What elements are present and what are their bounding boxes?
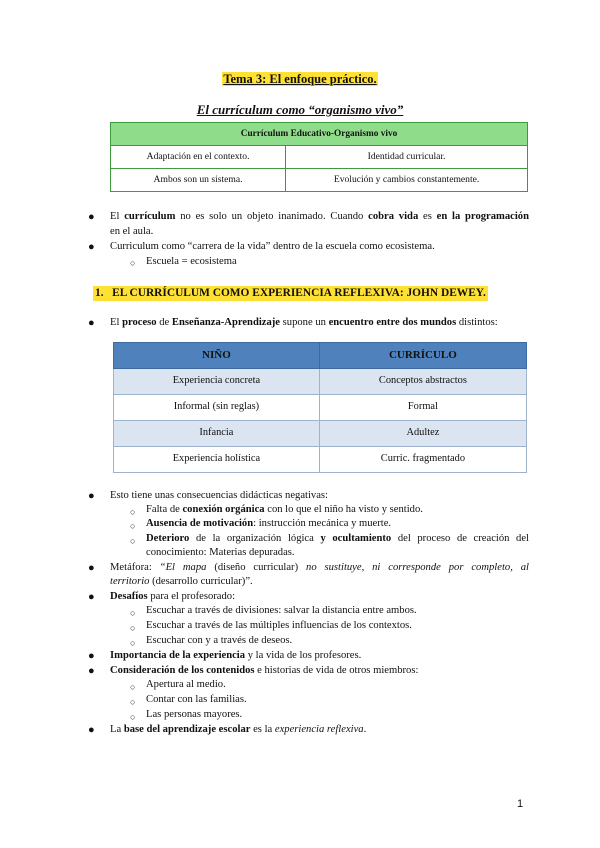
table-row bbox=[114, 395, 527, 421]
table-cell: Identidad curricular. bbox=[286, 146, 528, 169]
consequence-item-line2: conocimiento: Materias depuradas. bbox=[146, 547, 295, 558]
intro-bullet-1: El currículum no es solo un objeto inanimado. Cuando cobra vida es en la programación bbox=[110, 211, 529, 222]
table-row bbox=[114, 421, 527, 447]
bullet-icon: ● bbox=[88, 724, 95, 736]
bullet-icon: ● bbox=[88, 665, 95, 677]
circle-bullet-icon: ○ bbox=[130, 536, 136, 546]
table-cell: Experiencia holística bbox=[114, 447, 320, 473]
challenge-item: Escuchar a través de las múltiples influencias de los contextos. bbox=[146, 620, 412, 631]
contents-item: Contar con las familias. bbox=[146, 694, 247, 705]
bullet-icon: ● bbox=[88, 317, 95, 329]
table-cell: Infancia bbox=[114, 421, 320, 447]
contents-item: Apertura al medio. bbox=[146, 679, 226, 690]
comparison-table bbox=[113, 342, 527, 473]
table-cell: Adaptación en el contexto. bbox=[111, 146, 286, 169]
table-cell: Formal bbox=[319, 395, 526, 421]
metaphor-line1: Metáfora: “El mapa (diseño curricular) no sustituye, ni corresponde por completo, al bbox=[110, 562, 529, 573]
table-cell: Evolución y cambios constantemente. bbox=[286, 169, 528, 192]
organism-table bbox=[110, 122, 528, 192]
table-row bbox=[114, 369, 527, 395]
consequence-item: Deterioro de la organización lógica y ocultamiento del proceso de creación del bbox=[146, 533, 529, 544]
circle-bullet-icon: ○ bbox=[130, 521, 136, 531]
bullet-icon: ● bbox=[88, 211, 95, 223]
bullet-icon: ● bbox=[88, 562, 95, 574]
table-row bbox=[114, 447, 527, 473]
base-bullet: La base del aprendizaje escolar es la experiencia reflexiva. bbox=[110, 724, 367, 735]
circle-bullet-icon: ○ bbox=[130, 638, 136, 648]
section-heading: 1. EL CURRÍCULUM COMO EXPERIENCIA REFLEXIVA: JOHN DEWEY. bbox=[95, 287, 486, 299]
circle-bullet-icon: ○ bbox=[130, 258, 136, 268]
consequences-intro: Esto tiene unas consecuencias didácticas negativas: bbox=[110, 490, 328, 501]
consequence-item: Falta de conexión orgánica con lo que el niño ha visto y sentido. bbox=[146, 504, 423, 515]
circle-bullet-icon: ○ bbox=[130, 697, 136, 707]
table-cell: Conceptos abstractos bbox=[319, 369, 526, 395]
circle-bullet-icon: ○ bbox=[130, 608, 136, 618]
table-cell: Ambos son un sistema. bbox=[111, 169, 286, 192]
page-number: 1 bbox=[517, 798, 524, 810]
challenge-item: Escuchar con y a través de deseos. bbox=[146, 635, 293, 646]
table-cell: Informal (sin reglas) bbox=[114, 395, 320, 421]
challenges-intro: Desafíos para el profesorado: bbox=[110, 591, 236, 602]
intro-bullet-2: Curriculum como “carrera de la vida” dentro de la escuela como ecosistema. bbox=[110, 241, 435, 252]
circle-bullet-icon: ○ bbox=[130, 682, 136, 692]
table-cell: Experiencia concreta bbox=[114, 369, 320, 395]
process-bullet: El proceso de Enseñanza-Aprendizaje supone un encuentro entre dos mundos distintos: bbox=[110, 317, 498, 328]
consequence-item: Ausencia de motivación: instrucción mecánica y muerte. bbox=[146, 518, 392, 529]
page-subtitle: El currículum como “organismo vivo” bbox=[196, 102, 404, 117]
table-cell: Adultez bbox=[319, 421, 526, 447]
intro-bullet-1-line2: en el aula. bbox=[110, 226, 154, 237]
circle-bullet-icon: ○ bbox=[130, 507, 136, 517]
bullet-icon: ● bbox=[88, 241, 95, 253]
challenge-item: Escuchar a través de divisiones: salvar la distancia entre ambos. bbox=[146, 605, 417, 616]
column-header-curriculo: CURRÍCULO bbox=[319, 343, 526, 369]
contents-intro: Consideración de los contenidos e historias de vida de otros miembros: bbox=[110, 665, 419, 676]
title-text: Tema 3: El enfoque práctico. bbox=[223, 72, 377, 86]
circle-bullet-icon: ○ bbox=[130, 623, 136, 633]
circle-bullet-icon: ○ bbox=[130, 712, 136, 722]
importance-bullet: Importancia de la experiencia y la vida de los profesores. bbox=[110, 650, 362, 661]
bullet-icon: ● bbox=[88, 490, 95, 502]
contents-item: Las personas mayores. bbox=[146, 709, 243, 720]
organism-table-header: Currículum Educativo-Organismo vivo bbox=[111, 123, 528, 146]
metaphor-line2: territorio (desarrollo curricular)”. bbox=[110, 576, 253, 587]
column-header-nino: NIÑO bbox=[114, 343, 320, 369]
bullet-icon: ● bbox=[88, 650, 95, 662]
table-cell: Curric. fragmentado bbox=[319, 447, 526, 473]
bullet-icon: ● bbox=[88, 591, 95, 603]
page-title bbox=[0, 72, 600, 87]
intro-sub-bullet: Escuela = ecosistema bbox=[146, 256, 237, 267]
